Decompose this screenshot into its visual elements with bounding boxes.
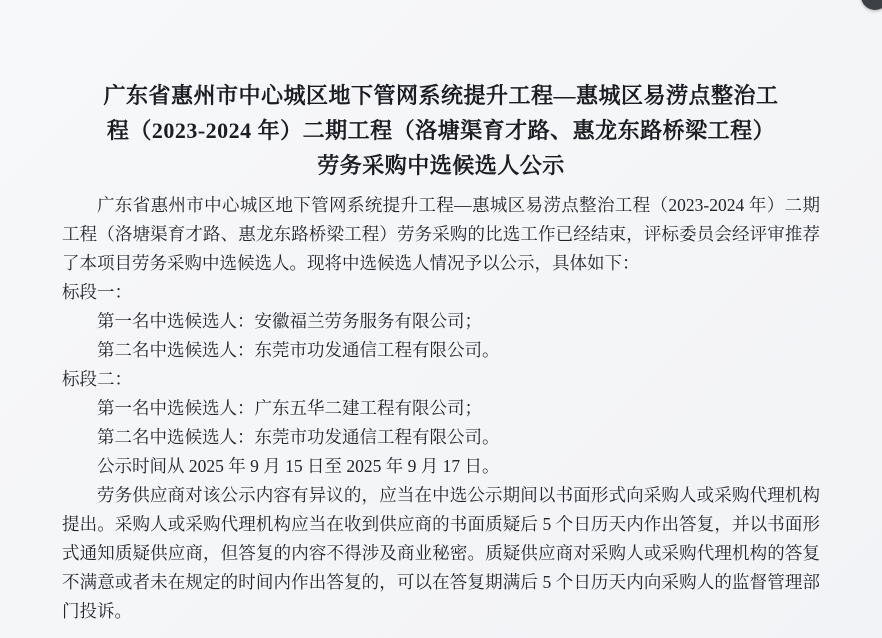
objection-procedure-paragraph: 劳务供应商对该公示内容有异议的，应当在中选公示期间以书面形式向采购人或采购代理机构提出。采购人或采购代理机构应当在收到供应商的书面质疑后 5 个日历天内作出答复，并以书面形式通知质疑供应商，但答复的内容不得涉及商业秘密。质疑供应商对采购人或采购代理机构的答复不满意或者未在规定的时间内作出答复的，可以在答复期满后 5 个日历天内向采购人的监督管理部门投诉。	[62, 485, 820, 621]
lot2-second-candidate: 第二名中选候选人：东莞市功发通信工程有限公司。	[97, 427, 500, 447]
document-title	[62, 78, 820, 183]
section-label-lot-2: 标段二：	[62, 369, 132, 389]
document-title-line-3: 劳务采购中选候选人公示	[317, 153, 565, 178]
lot1-second-candidate: 第二名中选候选人：东莞市功发通信工程有限公司。	[97, 340, 500, 360]
document-title-line-2: 程（2023-2024 年）二期工程（洛塘渠育才路、惠龙东路桥梁工程）	[106, 118, 776, 143]
intro-paragraph: 广东省惠州市中心城区地下管网系统提升工程—惠城区易涝点整治工程（2023-2024 年）二期工程（洛塘渠育才路、惠龙东路桥梁工程）劳务采购的比选工作已经结束，评标委员会经评审推荐了本项目劳务采购中选候选人。现将中选候选人情况予以公示，具体如下：	[62, 195, 820, 273]
document-title-line-1: 广东省惠州市中心城区地下管网系统提升工程—惠城区易涝点整治工	[103, 83, 779, 108]
document-body	[62, 191, 820, 626]
lot2-first-candidate: 第一名中选候选人：广东五华二建工程有限公司；	[97, 398, 482, 418]
document-content	[62, 78, 820, 626]
section-label-lot-1: 标段一：	[62, 282, 132, 302]
floating-action-button[interactable]	[861, 0, 882, 10]
lot1-first-candidate: 第一名中选候选人：安徽福兰劳务服务有限公司；	[97, 311, 482, 331]
publicity-period: 公示时间从 2025 年 9 月 15 日至 2025 年 9 月 17 日。	[97, 456, 500, 476]
